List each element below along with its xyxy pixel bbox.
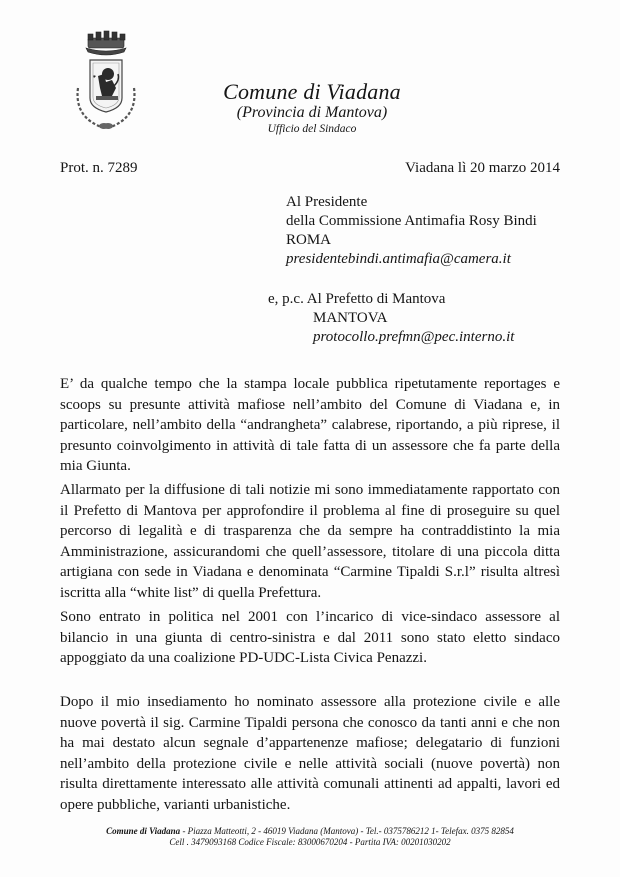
body-paragraph: E’ da qualche tempo che la stampa locale pubblica ripetutamente reportages e scoops su presunte attività mafiose nell’ambito del Comune di Viadana e, in particolare, nell’ambito della “andrangheta” calabrese, riportando, a più riprese, il presunto coinvolgimento in attività di tale fatta di un assessore che fa parte della mia Giunta.	[60, 376, 560, 474]
footer-line-1	[40, 826, 580, 837]
recipient-city: ROMA	[286, 232, 332, 248]
municipal-crest-icon	[66, 30, 146, 132]
recipient-title: Al Presidente	[286, 194, 368, 210]
municipality-title: Comune di Viadana	[223, 79, 401, 104]
recipient-address	[286, 193, 537, 269]
cc-recipient-title: e, p.c. Al Prefetto di Mantova	[268, 291, 446, 307]
letterhead	[222, 80, 402, 137]
cc-recipient-address	[268, 290, 514, 347]
office-name: Ufficio del Sindaco	[267, 123, 357, 135]
footer-line-2: Cell . 3479093168 Codice Fiscale: 83000670204 - Partita IVA: 00201030202	[169, 837, 451, 847]
cc-recipient-city: MANTOVA	[313, 310, 388, 326]
body-paragraph: Sono entrato in politica nel 2001 con l’incarico di vice-sindaco assessore al bilancio in una giunta di centro-sinistra e dal 2011 sono stato eletto sindaco appoggiato da una coalizione PD-UDC-Lista Civica Penazzi.	[60, 609, 560, 666]
body-paragraph: Allarmato per la diffusione di tali notizie mi sono immediatamente rapportato con il Prefetto di Mantova per approfondire il problema al fine di proseguire su quel percorso di legalità e di trasparenza che da sempre ha contraddistinto la mia Amministrazione, assicurandomi che quell’assessore, titolare di una piccola ditta artigiana con sede in Viadana e denominata “Carmine Tipaldi S.r.l” risulta altresì iscritta alla “white list” di quella Prefettura.	[60, 482, 560, 601]
place-date: Viadana lì 20 marzo 2014	[405, 160, 560, 176]
recipient-name: della Commissione Antimafia Rosy Bindi	[286, 213, 537, 229]
province-subtitle: (Provincia di Mantova)	[236, 104, 388, 121]
protocol-number: Prot. n. 7289	[60, 160, 138, 176]
body-paragraph: Dopo il mio insediamento ho nominato assessore alla protezione civile e alle nuove povertà il sig. Carmine Tipaldi persona che conosco da tanti anni e che non ha mai destato alcun segnale d’appartenenze mafiose; delegatario di funzioni nell’ambito della protezione civile e nelle attività sociali (nuove povertà) non risulta direttamente interessato alle attività comunali attinenti ad appalti, lavori ed opere pubbliche, varianti urbanistiche.	[60, 694, 560, 813]
footer-municipality: Comune di Viadana	[106, 826, 181, 836]
letter-footer	[40, 826, 580, 848]
footer-address: - Piazza Matteotti, 2 - 46019 Viadana (Mantova) - Tel.- 0375786212 1- Telefax. 0375 82854	[180, 826, 514, 836]
recipient-email: presidentebindi.antimafia@camera.it	[286, 251, 511, 267]
cc-recipient-email: protocollo.prefmn@pec.interno.it	[313, 329, 515, 345]
